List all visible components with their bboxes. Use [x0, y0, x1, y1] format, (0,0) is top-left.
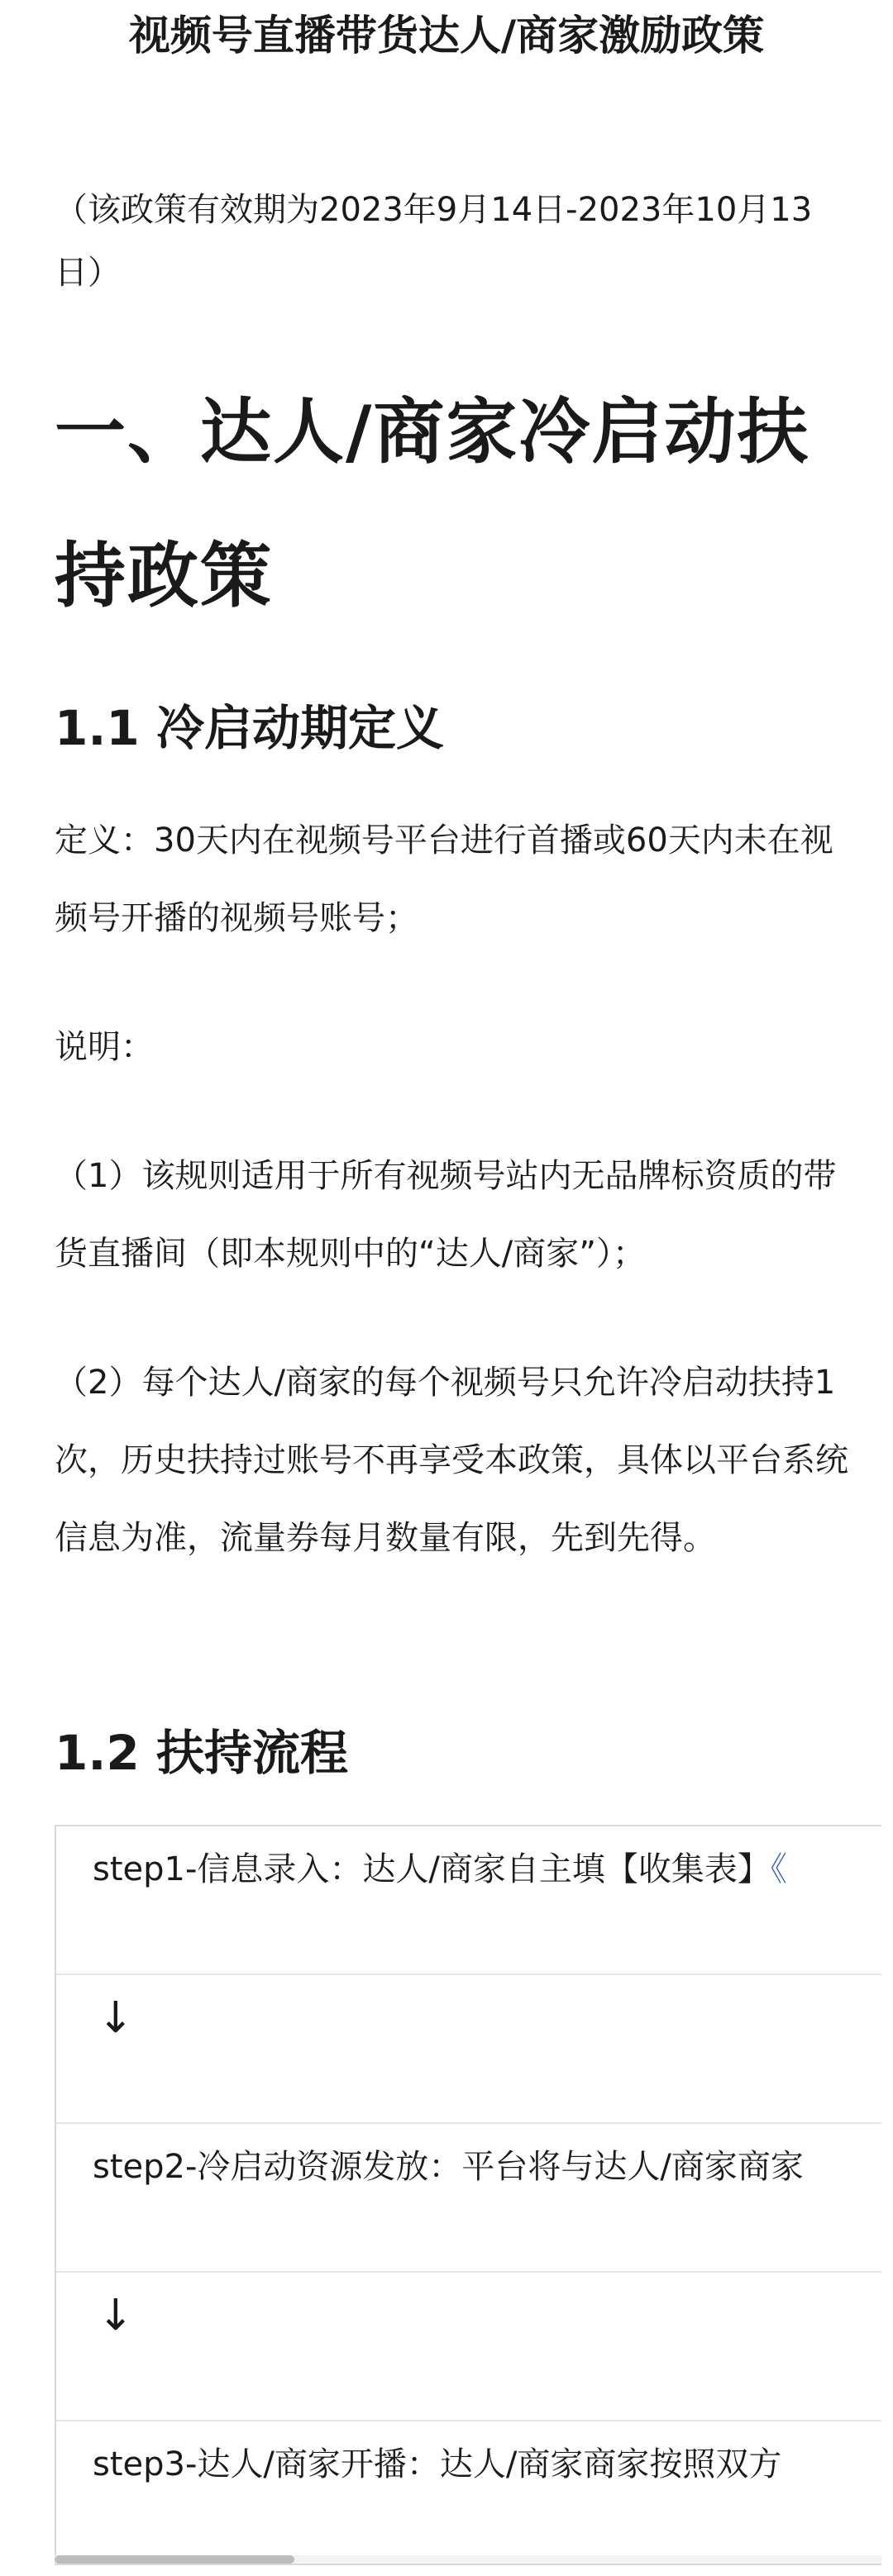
- flow-step-2: [56, 2124, 881, 2273]
- subsection-heading-process: 1.2 扶持流程: [55, 1725, 348, 1781]
- section-heading-cold-start: 一、达人/商家冷启动扶持政策: [55, 391, 810, 617]
- process-flow-table[interactable]: [55, 1825, 881, 2565]
- flow-arrow-row-2: [56, 2273, 881, 2421]
- flow-arrow-row-1: [56, 1975, 881, 2124]
- scrollbar-thumb[interactable]: [55, 2555, 294, 2564]
- flow-step-1-text: [93, 1846, 787, 1893]
- flow-step-1: [56, 1826, 881, 1975]
- flow-step-2-text: step2-冷启动资源发放：平台将与达人/商家商家: [93, 2148, 804, 2186]
- validity-period: （该政策有效期为2023年9月14日-2023年10月13日）: [55, 191, 813, 292]
- note-paragraph-1: （1）该规则适用于所有视频号站内无品牌标资质的带货直播间（即本规则中的“达人/商家”）；: [55, 1157, 837, 1273]
- flow-step-1-label: step1-信息录入：达人/商家自主填【收集表】: [93, 1850, 771, 1888]
- down-arrow-icon: ↓: [98, 1993, 134, 2043]
- flow-step-3: [56, 2421, 881, 2565]
- note-label: 说明：: [55, 1028, 154, 1066]
- document-title: 视频号直播带货达人/商家激励政策: [128, 12, 765, 60]
- collection-form-link[interactable]: 《: [770, 1850, 787, 1888]
- flow-step-3-text: step3-达人/商家开播：达人/商家商家按照双方: [93, 2445, 782, 2483]
- horizontal-scrollbar[interactable]: [55, 2555, 881, 2564]
- down-arrow-icon: ↓: [98, 2291, 134, 2340]
- note-paragraph-2: （2）每个达人/商家的每个视频号只允许冷启动扶持1次，历史扶持过账号不再享受本政策，具体以平台系统信息为准，流量券每月数量有限，先到先得。: [55, 1364, 848, 1557]
- definition-paragraph: 定义：30天内在视频号平台进行首播或60天内未在视频号开播的视频号账号；: [55, 821, 833, 937]
- subsection-heading-definition: 1.1 冷启动期定义: [55, 700, 444, 756]
